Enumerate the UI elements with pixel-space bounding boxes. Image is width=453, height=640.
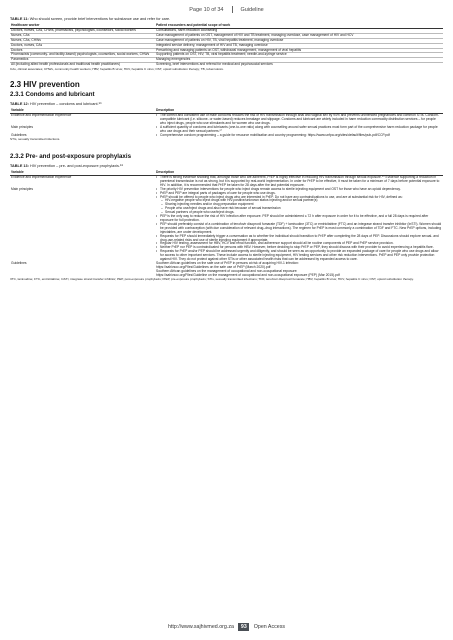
variable-cell: Main principles (11, 125, 33, 130)
page-footer (0, 623, 453, 631)
bullet-item: • A sufficient quantity of condoms and lubricants (one-to-one ratio) along with counselling around safer sexual practices must form part of the comprehensive harm reduction package for people who use drugs and their sexual partners.⁵⁷ (156, 126, 442, 134)
table-12 (10, 108, 443, 137)
bullet-item: • The correct and consistent use of male condoms reduces the risk of HIV transmission through anal and vaginal sex by 94% and prevents unintended pregnancies and common STIs. Condom-compatible lubricant (i.e. silicone- or water-based) reduces breakage and slippage. Condoms and lubricant are widely included in harm reduction commodity distribution services – for people who inject drugs, people who use stimulants and for women who use drugs. (156, 114, 442, 126)
bullet-item: • PrEP and PEP are integral parts of packages of care for people who use drugs. (156, 192, 442, 196)
variable-cell: Evidence and implementation experience (11, 175, 72, 179)
scope-cell: Consultations, harm reduction counselling (155, 28, 443, 33)
guideline-link[interactable]: https://sahivsoc.org/Files/Guideline on the management of occupational and non-occupational exposure (PEP) (Mar 2015).pdf (156, 272, 340, 277)
table-12-number: TABLE 12: (10, 102, 29, 107)
header-divider (232, 6, 233, 13)
bullet-item: • PrEP should be offered to people who inject drugs who are interested in PrEP. Do not have any contraindications to use, and are at substantial risk for HIV, defined as: (156, 196, 442, 200)
variable-cell: Guidelines (11, 132, 27, 137)
section-heading-hiv-prevention: 2.3 HIV prevention (10, 80, 80, 90)
bullet-item: • Comprehensive condom programming – a guide for resource mobilisation and country programming: https://www.unfpa.org/sites/default/files/pub-pdf/CCP.pdf (156, 134, 442, 138)
description-cell (155, 188, 443, 262)
header-label: Guideline (240, 6, 264, 13)
guideline-link[interactable]: https://sahivsoc.org/Files/Guidelines on the safe use of PrEP (March 2020).pdf (156, 264, 271, 269)
journal-url[interactable]: http://www.sajhivmed.org.za (167, 624, 234, 630)
table-13-footnote: 3TC, lamivudine; FTC, emtricitabine; InSTI, integrase strand transfer inhibitor; PEP, post-exposure prophylaxis; PrEP, pre-exposure prophylaxis; STIs, sexually transmitted infections; TDF, tenofovir disoproxil fumarate; HBV, hepatitis B virus; HCV, hepatitis C virus; OST, opioid substitution therapy. (10, 277, 414, 282)
footer-page-number: 93 (238, 623, 249, 631)
scope-cell: Case management of patients on OST, management of HIV and TB treatment, managing overdose, case management of HIV and HCV (155, 33, 443, 38)
worker-cell: Doctors (10, 48, 155, 53)
scope-cell: Screening, brief interventions and referral for medical and psychosocial services (155, 63, 443, 67)
col-header: Variable (10, 108, 155, 113)
worker-cell: Paramedics (10, 58, 155, 63)
worker-cell: Nurses, CAs (10, 33, 155, 38)
worker-cell: Nurses, CAs, CHWs (10, 38, 155, 43)
bullet-item: • There is strong evidence showing that, amongst those who are adherent, PrEP is highly effective in reducing HIV transmission through sexual exposure.⁵⁹ Evidence supporting a reduction in parenteral transmission is not as strong, but it is supported by real-world implementation. In order for PrEP to be effective, it must be taken for a minimum of 7 days before potential exposure to HIV. In addition, it is recommended that PrEP be taken for 28 days after the last potential exposure. (156, 176, 442, 188)
bullet-item: • PEP is the only way to reduce the risk of HIV infection after exposure. PEP should be administered ≤ 72 h after exposure in order for it to be effective, and a full 28 days is required after exposure for full protection. (156, 215, 442, 223)
bullet-item: • Requests for PEP should immediately trigger a conversation as to whether the individual should transition to PrEP after completing the 28 days of PEP. Discussions should explore sexual- and drug-use-related risks and use of sterile injecting equipment if appropriate. (156, 235, 442, 243)
page-number: Page 10 of 34 (189, 6, 224, 13)
worker-cell: All (including allied health professionals and traditional health practitioners) (10, 63, 155, 67)
description-cell (155, 262, 443, 278)
bullet-item: • Neither PrEP nor PEP is contraindicated for persons with HBV. However, before deciding to stop PrEP or PEP, they should discuss with their provider to avoid experiencing a hepatitis flare. (156, 246, 442, 250)
worker-cell: Doctors, nurses, CAs (10, 43, 155, 48)
bullet-item: • PEP should preferably consist of a combination of tenofovir disoproxil fumarate (TDF) + lamivudine (3TC) or emtricitabine (FTC) and an integrase strand transfer inhibitor (InSTI). Women should be provided with contraception (with due consideration of relevant drug–drug interactions). The regimen for PrEP is most commonly a combination of TDF and FTC. New PrEP options, including injectables, are under development. (156, 223, 442, 235)
col-header: Description (155, 170, 443, 175)
table-11-caption (10, 17, 443, 22)
scope-cell: Integrated service delivery, management of HIV and TB, managing overdose (155, 43, 443, 48)
table-row (10, 188, 443, 262)
table-13-title: HIV prevention – pre- and post-exposure prophylaxis.⁵⁸ (29, 164, 124, 169)
variable-cell: Evidence and implementation experience (11, 113, 72, 118)
bullet-item: • Requests for PrEP and/or PEP should be addressed urgently and diligently, and should be seen as an opportunity to provide an expanded package of care for people who use drugs and allow for access to other important services. These include access to sterile injecting equipment, HIV testing services and other risk reduction interventions. PrEP and PEP only provide protection against HIV. They do not protect against other STIs or other associated health risks that can be addressed by expanded access to care. (156, 250, 442, 262)
table-13-number: TABLE 13: (10, 164, 29, 169)
table-row (10, 134, 443, 138)
page-content (10, 17, 443, 282)
table-11-title: Who should screen, provide brief interventions for substance use and refer for care. (29, 17, 171, 21)
scope-cell: Case management of patients on HIV, TB, viral hepatitis treatment, managing overdose (155, 38, 443, 43)
col-header: Variable (10, 170, 155, 175)
table-row (10, 176, 443, 188)
table-12-title: HIV prevention – condoms and lubricant.⁵⁶ (29, 102, 102, 107)
variable-cell: Guidelines (11, 260, 27, 265)
table-13 (10, 170, 443, 277)
variable-cell: Main principles (11, 186, 33, 191)
table-12-caption (10, 102, 443, 107)
worker-cell: Pharmacists (community- and facility-based) psychologists, counsellors, social workers, CHWs (10, 53, 155, 58)
scope-cell: Supporting patients on OST, HIV, TB, viral hepatitis treatment; needle-and-syringe service (155, 53, 443, 58)
scope-cell: Prescribing and managing patients on OST, withdrawal management, management of viral hepatitis (155, 48, 443, 53)
guideline-text: Southern African guidelines on the management of occupational and non-occupational exposure: (156, 268, 298, 273)
page-header (0, 6, 453, 13)
description-cell (155, 176, 443, 188)
scope-cell: Managing emergencies (155, 58, 443, 63)
sub-bullet-item: – HIV-negative people who inject drugs with HIV-positive/unknown status injecting and/or sexual partner(s) (156, 199, 442, 203)
table-row (10, 262, 443, 278)
bullet-item: • The priority HIV prevention interventions for people who inject drugs remain access to sterile injecting equipment and OST for those who have an opioid dependency. (156, 188, 442, 192)
sub-bullet-item: – Sexual partners of people who use/inject drugs. (156, 211, 442, 215)
subsection-heading-condoms: 2.3.1 Condoms and lubricant (10, 91, 95, 99)
col-header: Description (155, 108, 443, 113)
bullet-item: • Regular HIV testing, assessment for HBV, HCV and renal function, and adherence support should all be routine components of PEP and PrEP service provision. (156, 242, 442, 246)
table-13-caption (10, 164, 443, 169)
open-access-label: Open Access (253, 624, 286, 630)
worker-cell: Doctors, nurses, CAs, CHWs, pharmacists, psychologists, counsellors, social workers (10, 28, 155, 33)
guideline-text: Southern African guidelines on the safe use of PrEP in persons at risk of acquiring HIV-1 infection: (156, 260, 299, 265)
table-11-footnote: CAs, clinical associates; CHWs, community health workers; HBV, hepatitis B virus; HCV, hepatitis C virus; OST, opioid substitution therapy; TB, tuberculosis. (10, 66, 224, 71)
table-11-number: TABLE 11: (10, 17, 29, 21)
col-header: Patient encounters and potential scope of work (155, 23, 443, 28)
sub-bullet-item: – Sharing injecting needles and/or drug preparation equipment (156, 203, 442, 207)
col-header: Healthcare worker (10, 23, 155, 28)
table-11 (10, 23, 443, 67)
description-cell (155, 134, 443, 138)
table-12-footnote: STIs, sexually transmitted infections. (10, 137, 61, 142)
subsection-heading-prophylaxis: 2.3.2 Pre- and post-exposure prophylaxis (10, 153, 132, 161)
sub-bullet-item: – People who use/inject drugs and also have risk because of sexual transmission (156, 207, 442, 211)
